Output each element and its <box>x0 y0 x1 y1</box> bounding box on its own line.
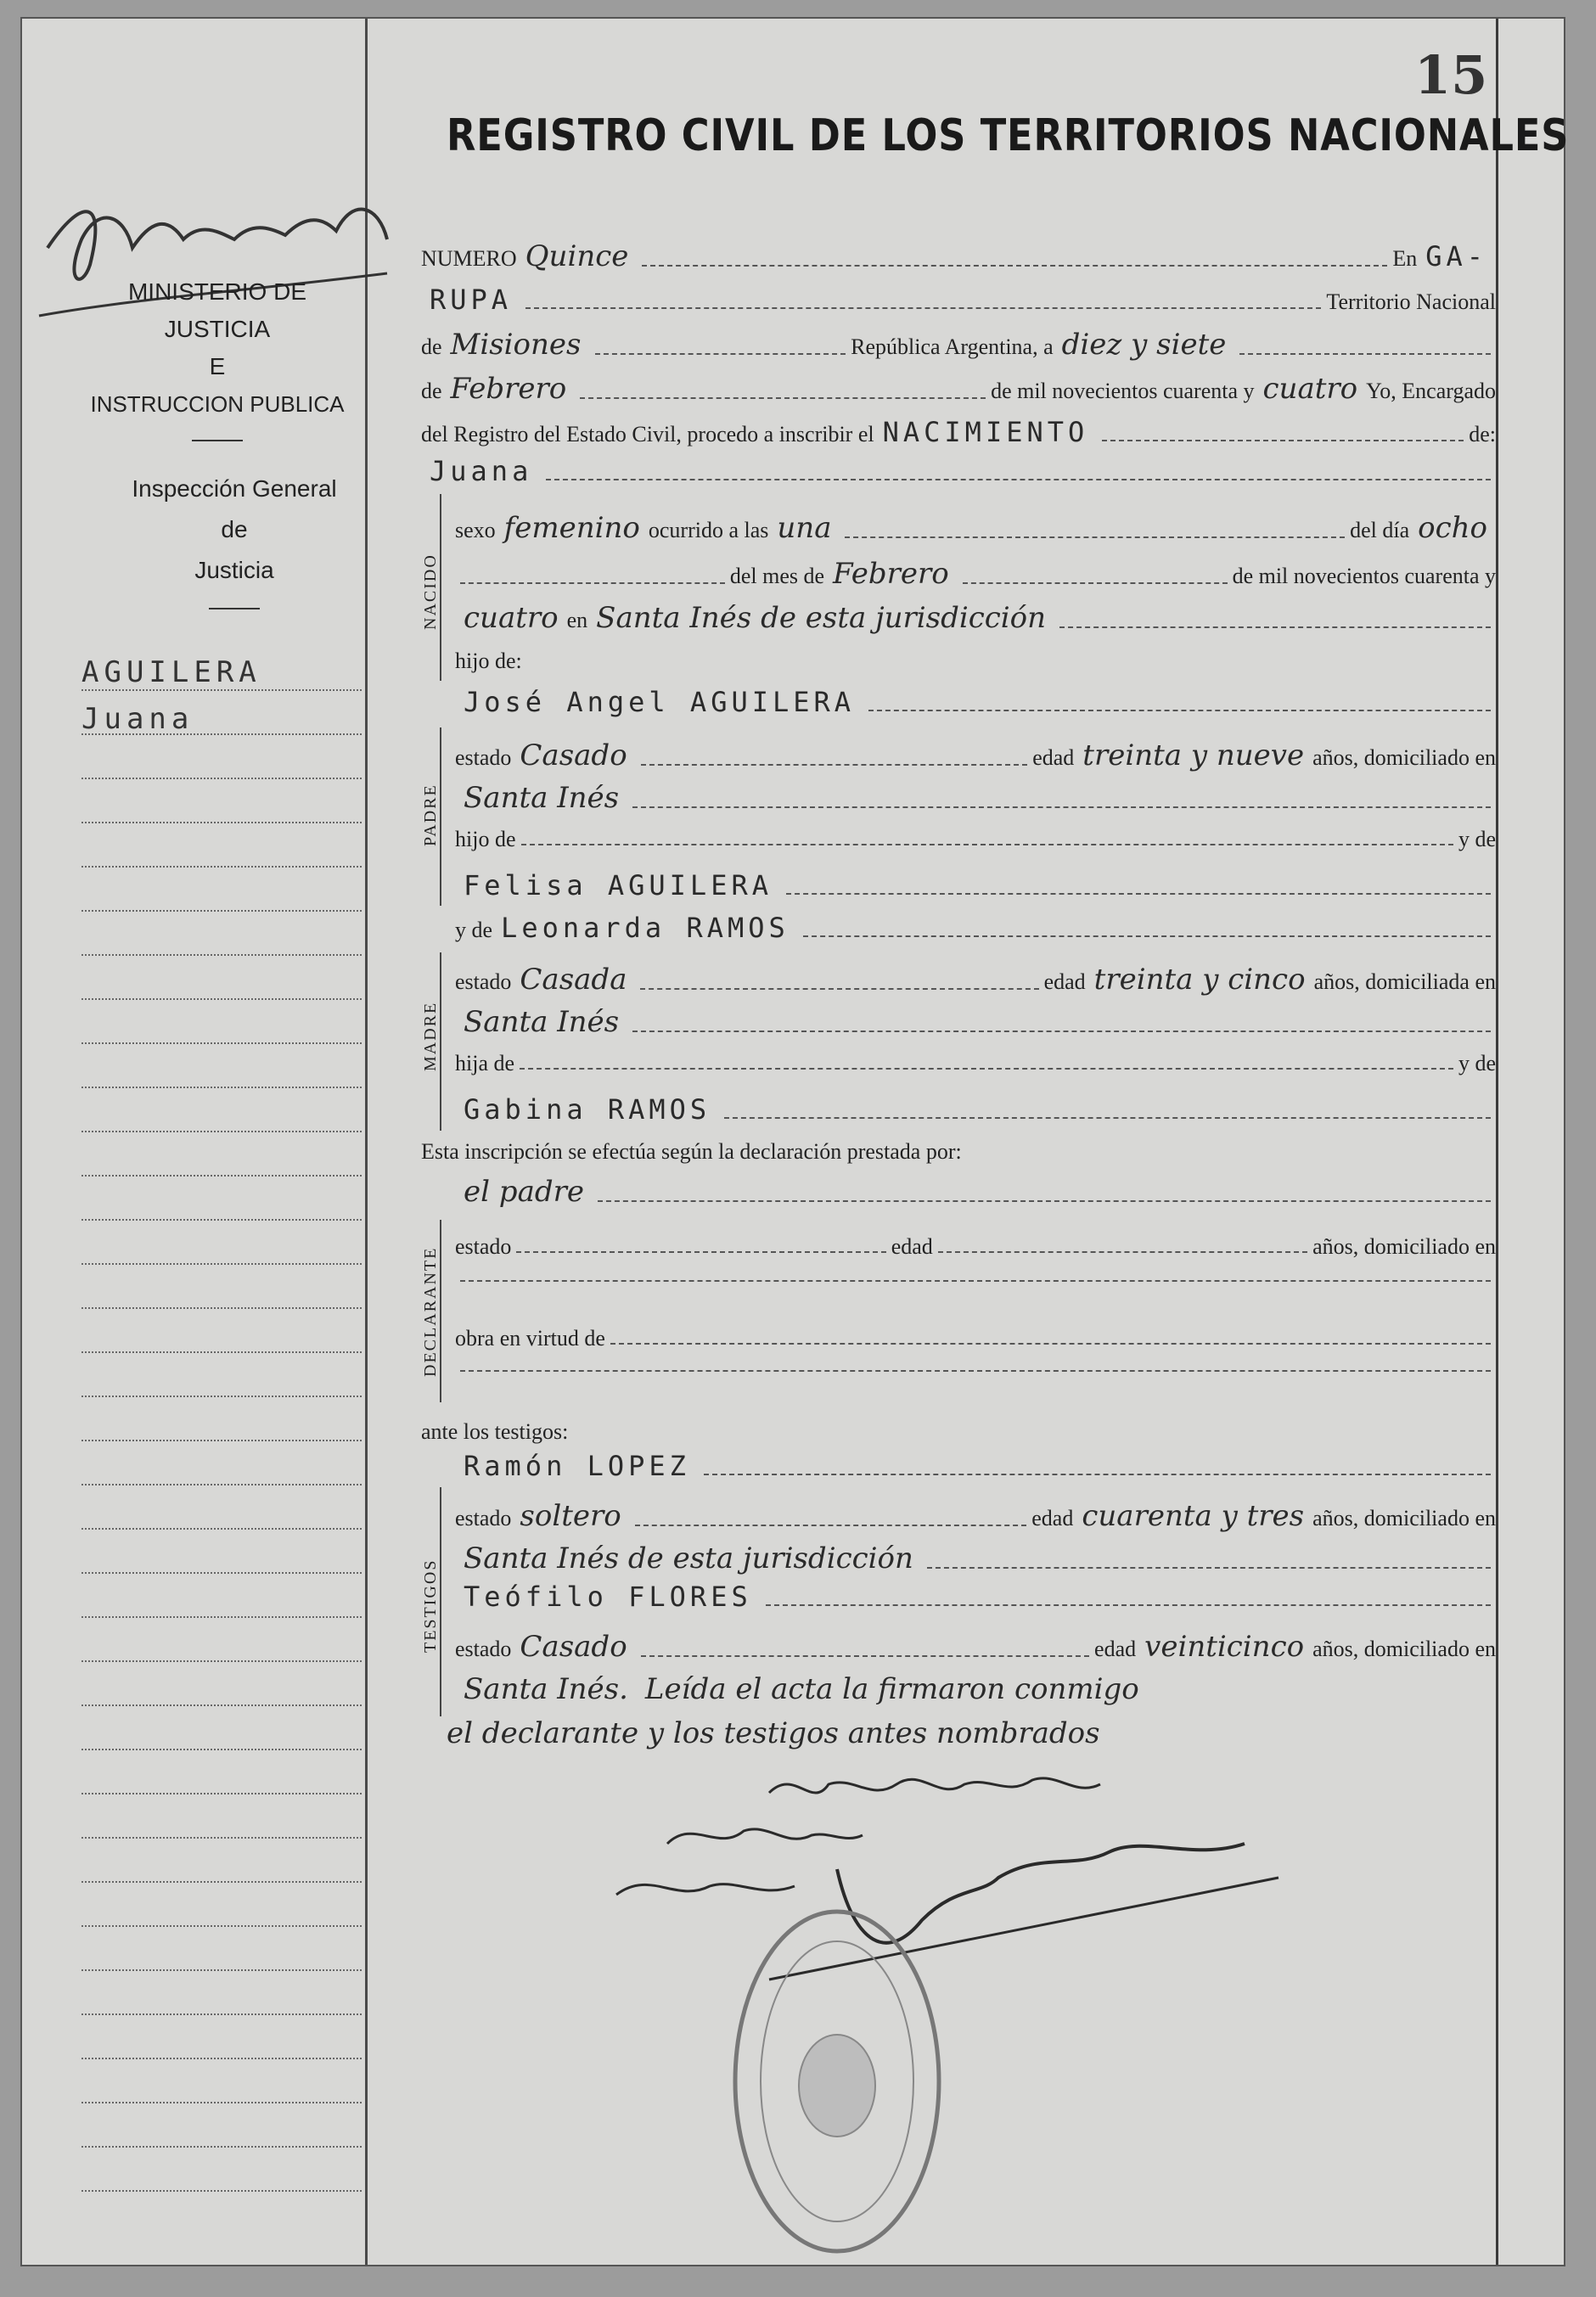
hijo-label: hijo de: <box>455 649 522 673</box>
testigo2-domicilio: Santa Inés. <box>464 1672 628 1706</box>
padre-domicilio: Santa Inés <box>464 781 620 815</box>
ledger-line <box>81 1969 362 1971</box>
separator <box>192 440 243 441</box>
madre-label: MADRE <box>421 1001 440 1071</box>
ledger-line <box>81 1749 362 1750</box>
inspection-line-3: Justicia <box>194 557 274 583</box>
estado-label: estado <box>455 1637 512 1661</box>
fill-line <box>521 844 1453 845</box>
ministry-line-2: E <box>209 353 226 379</box>
sexo-value: femenino <box>503 511 640 545</box>
testigos-label: TESTIGOS <box>421 1558 440 1653</box>
row-territorio <box>421 328 1496 362</box>
ledger-line <box>81 954 362 956</box>
row-t2-nombre <box>455 1581 1496 1613</box>
fill-line <box>635 1525 1027 1526</box>
separator <box>209 608 260 609</box>
ledger-line <box>81 1881 362 1883</box>
nacido-bracket <box>440 494 448 681</box>
estado-label: estado <box>455 1506 512 1530</box>
territorio-label: Territorio Nacional <box>1326 289 1496 314</box>
ocurrido-label: ocurrido a las <box>648 518 769 542</box>
de-mil-label: de mil novecientos cuarenta y <box>991 379 1255 403</box>
testigos-intro: ante los testigos: <box>421 1419 569 1444</box>
ledger-line <box>81 866 362 868</box>
anos-label: años, domiciliado en <box>1312 1234 1497 1259</box>
testigo2-nombre: Teófilo FLORES <box>464 1581 752 1613</box>
ministry-line-1: MINISTERIO DE JUSTICIA <box>127 278 306 342</box>
row-fecha <box>421 372 1496 406</box>
declaracion-intro: Esta inscripción se efectúa según la declaración prestada por: <box>421 1139 962 1164</box>
ledger-line <box>81 1572 362 1574</box>
fecha-anio: cuatro <box>1262 372 1358 406</box>
fill-line <box>1102 440 1464 441</box>
row-declarante <box>455 1175 1496 1209</box>
ledger-line <box>81 733 362 735</box>
row-hijo <box>455 649 1496 674</box>
fill-line <box>546 479 1491 480</box>
fill-line <box>640 988 1038 990</box>
lugar-nac: Santa Inés de esta jurisdicción <box>596 601 1047 635</box>
registro-label: del Registro del Estado Civil, procedo a inscribir el <box>421 422 874 446</box>
fill-line <box>642 265 1387 267</box>
testigos-bracket <box>440 1487 448 1716</box>
fill-line <box>460 582 725 584</box>
fill-line <box>598 1200 1491 1202</box>
edad-label: edad <box>891 1234 933 1259</box>
row-numero <box>421 239 1496 273</box>
inspection-block <box>115 469 353 626</box>
en-label: En <box>1392 246 1418 271</box>
padre-nombre: José Angel AGUILERA <box>464 686 856 718</box>
padre-label: PADRE <box>421 783 440 846</box>
madre-edad: treinta y cinco <box>1093 963 1306 997</box>
fill-line <box>803 935 1491 937</box>
anos-label: años, domiciliado en <box>1312 1506 1496 1530</box>
row-lugar <box>421 284 1496 316</box>
row-nombre <box>421 455 1496 487</box>
fill-line <box>516 1251 885 1253</box>
column-divider <box>365 19 368 2265</box>
row-lugar-nac <box>455 601 1496 635</box>
ledger-line <box>81 1660 362 1662</box>
sexo-label: sexo <box>455 518 496 542</box>
obra-label: obra en virtud de <box>455 1326 605 1351</box>
row-declarante-estado <box>455 1234 1496 1260</box>
edad-label: edad <box>1032 745 1075 770</box>
row-madre-nombre <box>455 912 1496 944</box>
republica-label: República Argentina, a <box>851 334 1054 359</box>
testigo1-estado: soltero <box>520 1499 621 1533</box>
ledger-line <box>81 778 362 779</box>
row-t2-estado <box>455 1630 1496 1664</box>
fill-line <box>641 764 1028 766</box>
ledger-line <box>81 1175 362 1177</box>
inspection-line-1: Inspección General <box>132 475 337 502</box>
row-mes <box>455 557 1496 591</box>
cierre-1: Leída el acta la firmaron conmigo <box>644 1672 1139 1706</box>
ledger-line <box>81 1440 362 1441</box>
abuela-paterna: Felisa AGUILERA <box>464 869 773 901</box>
fill-line <box>927 1567 1491 1569</box>
madre-estado: Casada <box>520 963 627 997</box>
nacido-label: NACIDO <box>421 553 440 630</box>
testigo1-domicilio: Santa Inés de esta jurisdicción <box>464 1542 913 1575</box>
ledger-line <box>81 1351 362 1353</box>
row-madre-estado <box>455 963 1496 997</box>
testigo2-estado: Casado <box>520 1630 627 1664</box>
fill-line <box>632 806 1491 808</box>
ledger-line <box>81 2058 362 2059</box>
testigo2-edad: veinticinco <box>1144 1630 1305 1664</box>
ledger-line <box>81 1087 362 1088</box>
estado-label: estado <box>455 1234 512 1259</box>
testigo1-edad: cuarenta y tres <box>1082 1499 1305 1533</box>
testigo1-nombre: Ramón LOPEZ <box>464 1450 690 1482</box>
signatures <box>599 1750 1363 1988</box>
ledger-line <box>81 1793 362 1794</box>
ledger-line <box>81 1396 362 1397</box>
row-padre-hijo <box>455 827 1496 852</box>
row-padre-domicilio <box>455 781 1496 815</box>
ledger-line <box>81 1837 362 1839</box>
row-t1-estado <box>455 1499 1496 1533</box>
fecha-mes: Febrero <box>450 372 567 406</box>
fecha-dia: diez y siete <box>1061 328 1227 362</box>
official-stamp <box>727 1903 947 2260</box>
fill-line <box>525 307 1321 309</box>
ledger-line <box>81 998 362 1000</box>
declarante-value: el padre <box>464 1175 584 1209</box>
row-declarante-dom <box>455 1280 1496 1289</box>
fill-line <box>963 582 1228 584</box>
ledger-line <box>81 1219 362 1221</box>
fill-line <box>460 1370 1491 1372</box>
estado-label: estado <box>455 745 512 770</box>
mes-value: Febrero <box>833 557 949 591</box>
nombre-inscripto: Juana <box>430 455 533 487</box>
page-title: REGISTRO CIVIL DE LOS TERRITORIOS NACIONALES <box>447 110 1570 161</box>
mes-label: del mes de <box>729 564 825 588</box>
ledger-line <box>81 689 362 691</box>
edad-label: edad <box>1031 1506 1074 1530</box>
numero-label: NUMERO <box>421 246 517 271</box>
inspection-line-2: de <box>221 516 248 542</box>
row-padre-nombre <box>455 686 1496 718</box>
ledger-line <box>81 1925 362 1927</box>
anos-label: años, domiciliado en <box>1312 1637 1496 1661</box>
fill-line <box>641 1655 1089 1657</box>
de-label: de <box>421 379 442 403</box>
row-testigos-intro <box>421 1419 1496 1445</box>
ledger-line <box>81 2102 362 2103</box>
row-t1-domicilio <box>455 1542 1496 1575</box>
ministry-line-3: INSTRUCCION PUBLICA <box>90 391 345 417</box>
registry-page <box>20 17 1570 2266</box>
row-padre-madre <box>455 869 1496 901</box>
y-de: y de <box>1458 1051 1496 1075</box>
right-border <box>1496 19 1498 2265</box>
fill-line <box>868 710 1491 711</box>
hijo-label: hijo de <box>455 827 516 851</box>
cierre-2: el declarante y los testigos antes nombrados <box>447 1716 1100 1750</box>
fill-line <box>766 1604 1491 1606</box>
numero-value: Quince <box>525 239 629 273</box>
de-colon: de: <box>1469 422 1496 446</box>
row-cierre <box>438 1716 1496 1750</box>
fill-line <box>938 1251 1307 1253</box>
ledger-line <box>81 910 362 912</box>
dia-value: ocho <box>1418 511 1487 545</box>
padre-edad: treinta y nueve <box>1082 739 1305 772</box>
fill-line <box>460 1280 1491 1282</box>
declarante-label: DECLARANTE <box>421 1246 440 1377</box>
ledger-line <box>81 2190 362 2192</box>
en-label: en <box>566 608 588 632</box>
margin-given-name: Juana <box>81 702 194 736</box>
anio-nac: cuatro <box>464 601 559 635</box>
lugar-b: RUPA <box>430 284 513 316</box>
ledger-line <box>81 2146 362 2148</box>
ledger-line <box>81 1616 362 1618</box>
fill-line <box>580 397 986 399</box>
ledger-line <box>81 1307 362 1309</box>
fill-line <box>1059 626 1491 628</box>
hora-value: una <box>777 511 832 545</box>
abuela-materna: Gabina RAMOS <box>464 1093 711 1126</box>
padre-bracket <box>440 727 448 906</box>
row-obra-2 <box>455 1370 1496 1379</box>
lugar-a: GA- <box>1425 240 1487 272</box>
row-t2-domicilio <box>455 1672 1496 1706</box>
ledger-line <box>81 1131 362 1132</box>
fill-line <box>786 893 1491 895</box>
ledger-line <box>81 822 362 823</box>
fill-line <box>632 1031 1491 1032</box>
fill-line <box>520 1068 1453 1070</box>
row-obra <box>455 1326 1496 1351</box>
margin-surname: AGUILERA <box>81 655 261 689</box>
estado-label: estado <box>455 969 512 994</box>
fill-line <box>845 536 1345 538</box>
ledger-line <box>81 2013 362 2015</box>
row-t1-nombre <box>455 1450 1496 1482</box>
madre-domicilio: Santa Inés <box>464 1005 620 1039</box>
anos-label: años, domiciliada en <box>1313 969 1496 994</box>
ledger-line <box>81 1263 362 1265</box>
fill-line <box>595 353 846 355</box>
page-number: 15 <box>1414 44 1488 106</box>
edad-label: edad <box>1094 1637 1137 1661</box>
territorio-value: Misiones <box>450 328 582 362</box>
ministry-block <box>90 273 345 458</box>
edad-label: edad <box>1043 969 1086 994</box>
encargado-label: Yo, Encargado <box>1366 379 1496 403</box>
row-madre-hija <box>455 1051 1496 1076</box>
fill-line <box>1239 353 1491 355</box>
row-registro <box>421 416 1496 448</box>
ledger-line <box>81 1704 362 1706</box>
fill-line <box>704 1474 1491 1475</box>
de-label: de <box>421 334 442 359</box>
ledger-line <box>81 1528 362 1530</box>
fill-line <box>724 1117 1491 1119</box>
dia-label: del día <box>1350 518 1410 542</box>
row-padre-estado <box>455 739 1496 772</box>
y-de: y de <box>1458 827 1496 851</box>
mil-label: de mil novecientos cuarenta y <box>1232 564 1497 588</box>
ledger-line <box>81 1484 362 1485</box>
madre-nombre: Leonarda RAMOS <box>501 912 790 944</box>
declarante-bracket <box>440 1220 448 1402</box>
padre-estado: Casado <box>520 739 627 772</box>
fill-line <box>610 1343 1491 1345</box>
y-de-label: y de <box>455 918 493 942</box>
tipo-acta: NACIMIENTO <box>882 416 1089 448</box>
anos-label: años, domiciliado en <box>1312 745 1496 770</box>
row-madre-madre <box>455 1093 1496 1126</box>
row-madre-domicilio <box>455 1005 1496 1039</box>
hija-label: hija de <box>455 1051 515 1075</box>
madre-bracket <box>440 952 448 1131</box>
ledger-line <box>81 1042 362 1044</box>
row-sexo <box>455 511 1496 545</box>
row-declaracion <box>421 1139 1496 1165</box>
